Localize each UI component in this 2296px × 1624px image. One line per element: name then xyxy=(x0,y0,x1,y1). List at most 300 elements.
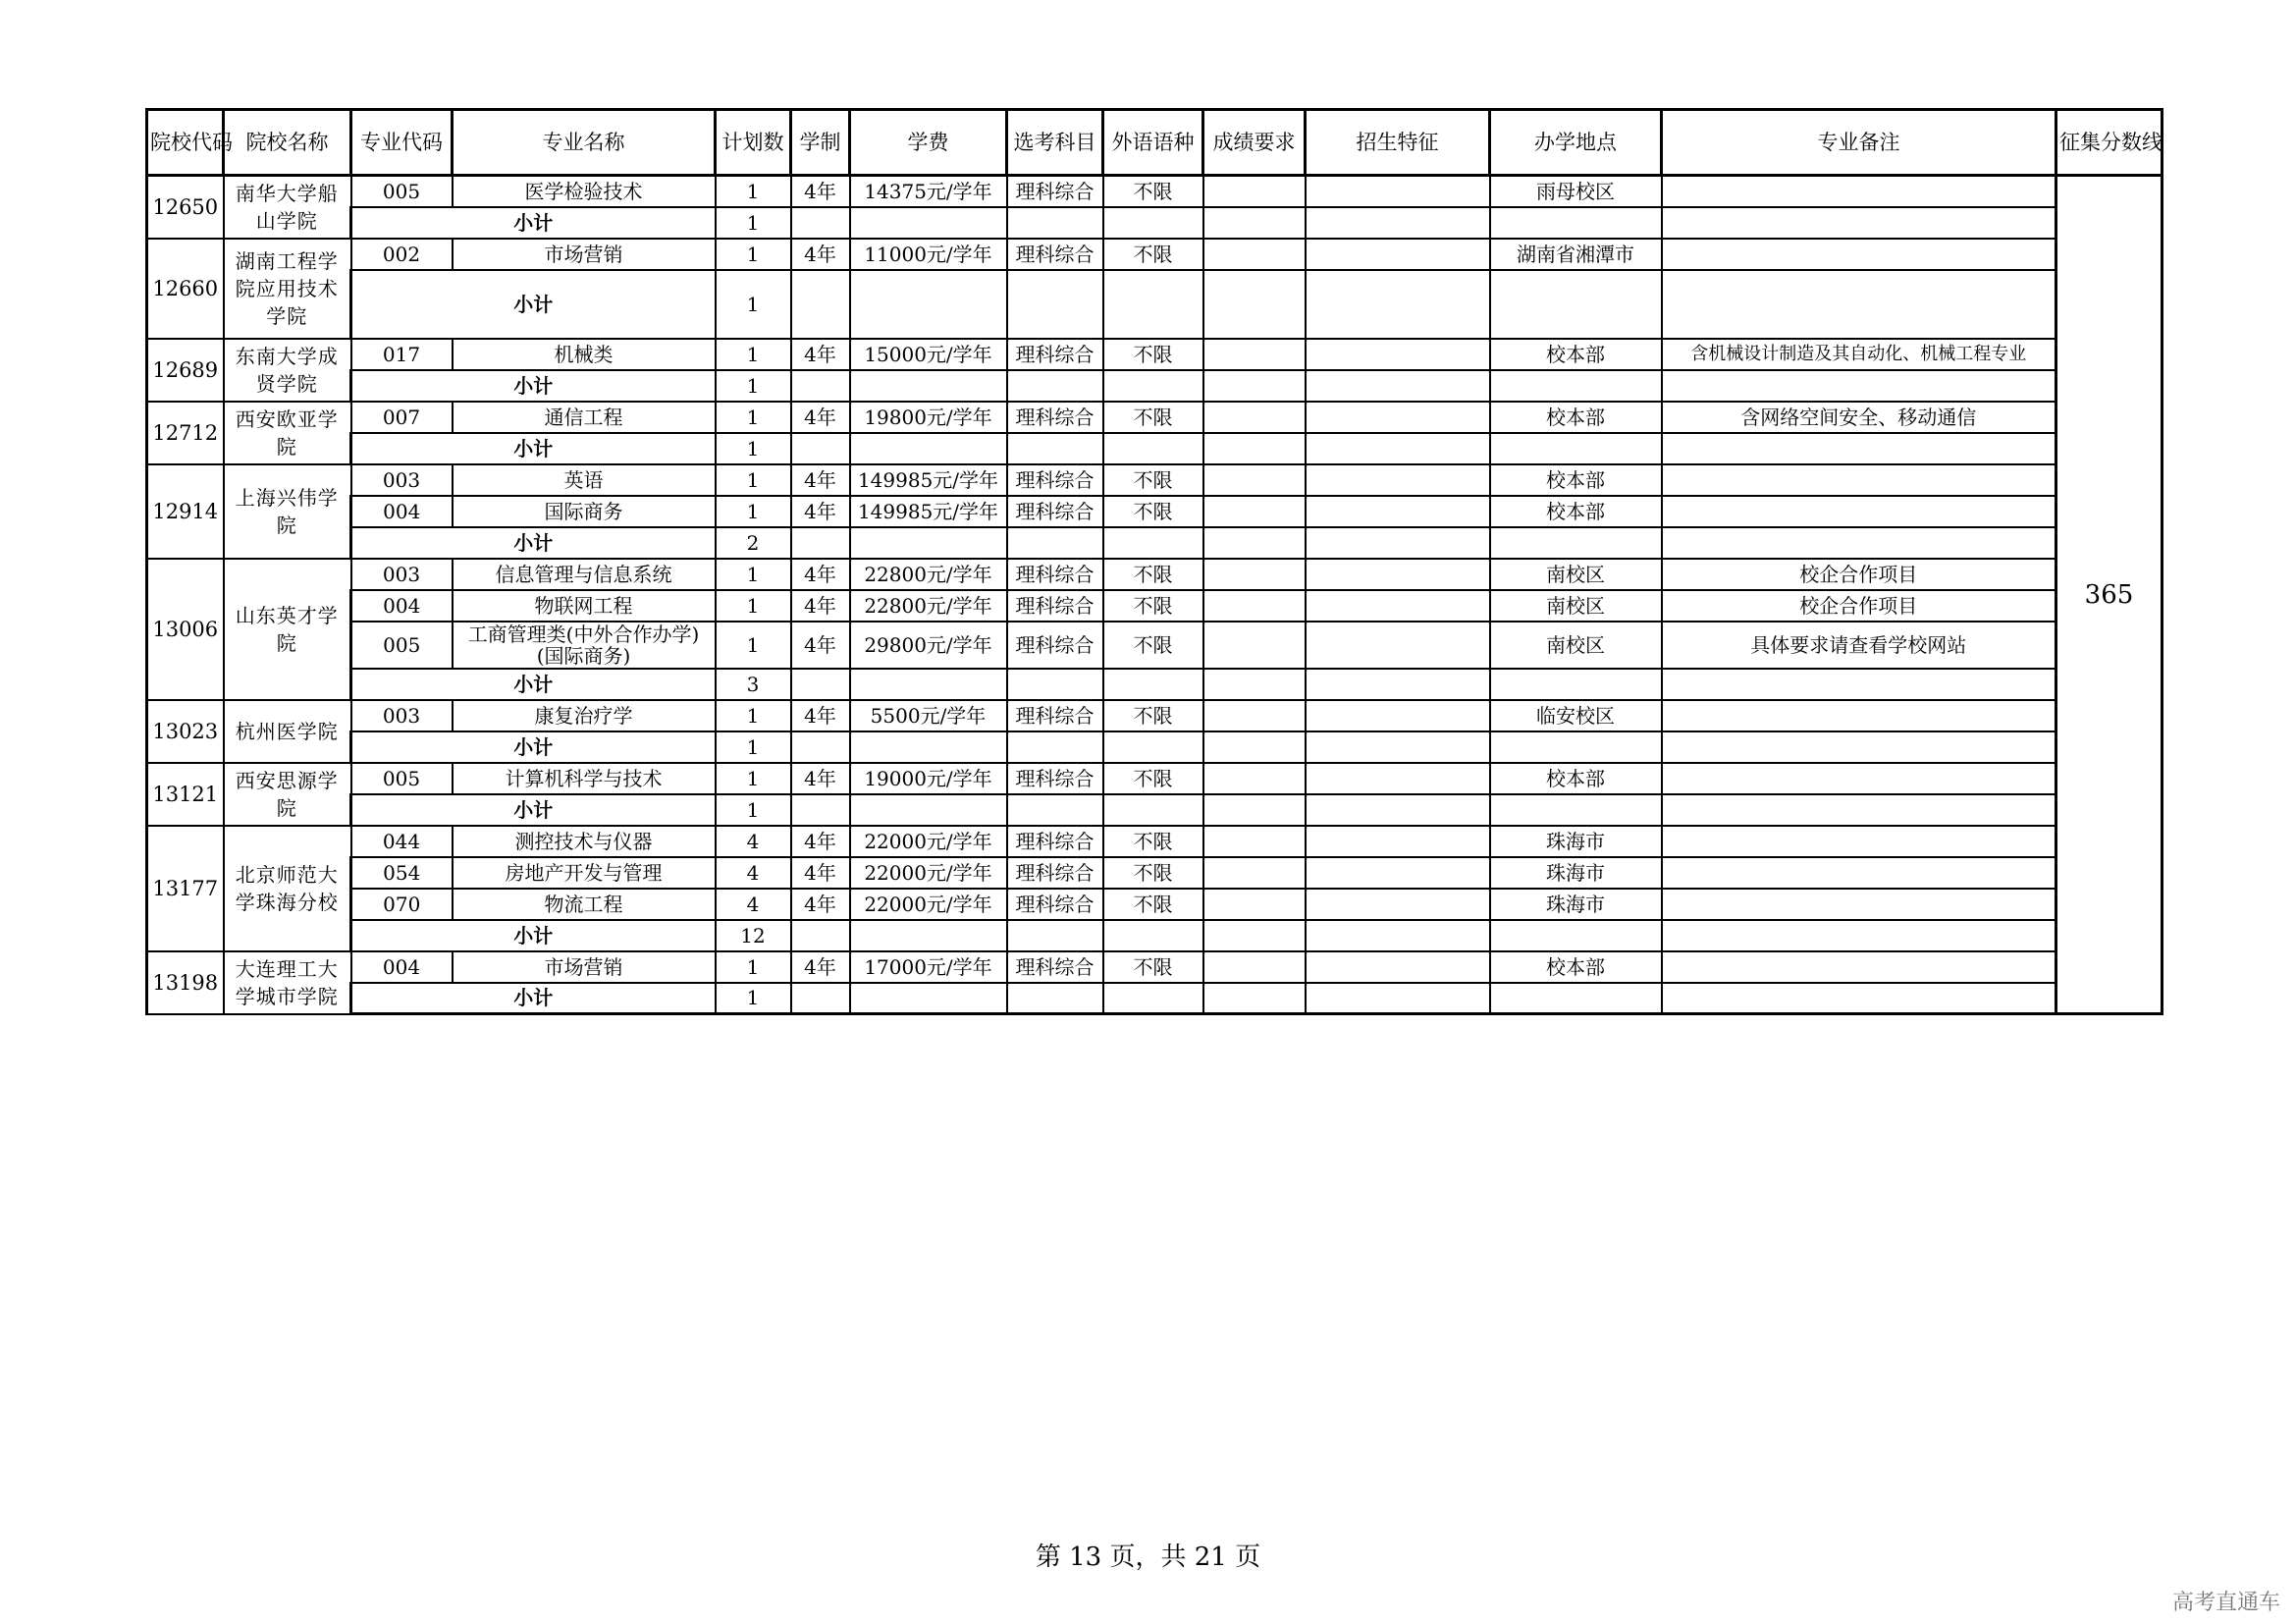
years-cell: 4年 xyxy=(791,622,850,669)
subject-cell: 理科综合 xyxy=(1007,402,1103,433)
school-code-cell: 13023 xyxy=(147,700,224,763)
subject-cell: 理科综合 xyxy=(1007,700,1103,731)
fee-cell: 5500元/学年 xyxy=(850,700,1007,731)
empty-cell xyxy=(850,527,1007,559)
major-name-cell: 物联网工程 xyxy=(453,590,716,622)
major-code-cell: 005 xyxy=(351,763,453,794)
empty-cell xyxy=(1203,669,1306,700)
plan-cell: 1 xyxy=(716,622,791,669)
plan-cell: 1 xyxy=(716,402,791,433)
empty-cell xyxy=(1662,370,2056,402)
feature-cell xyxy=(1306,700,1490,731)
plan-cell: 1 xyxy=(716,176,791,207)
empty-cell xyxy=(791,527,850,559)
years-cell: 4年 xyxy=(791,402,850,433)
score-requirement-cell xyxy=(1203,402,1306,433)
subject-cell: 理科综合 xyxy=(1007,763,1103,794)
subtotal-value: 1 xyxy=(716,794,791,826)
header-subject: 选考科目 xyxy=(1007,110,1103,176)
table-row xyxy=(147,339,2163,370)
table-row xyxy=(147,464,2163,496)
score-requirement-cell xyxy=(1203,951,1306,983)
major-name-cell: 测控技术与仪器 xyxy=(453,826,716,857)
major-name-cell: 机械类 xyxy=(453,339,716,370)
empty-cell xyxy=(1490,370,1662,402)
score-requirement-cell xyxy=(1203,700,1306,731)
location-cell: 珠海市 xyxy=(1490,857,1662,889)
fee-cell: 11000元/学年 xyxy=(850,239,1007,270)
years-cell: 4年 xyxy=(791,176,850,207)
feature-cell xyxy=(1306,622,1490,669)
years-cell: 4年 xyxy=(791,464,850,496)
major-code-cell: 002 xyxy=(351,239,453,270)
subtotal-label: 小计 xyxy=(351,433,716,464)
location-cell: 南校区 xyxy=(1490,559,1662,590)
empty-cell xyxy=(1662,433,2056,464)
empty-cell xyxy=(1662,207,2056,239)
header-row xyxy=(147,110,2163,176)
language-cell: 不限 xyxy=(1103,700,1203,731)
empty-cell xyxy=(1203,370,1306,402)
remark-cell xyxy=(1662,700,2056,731)
major-name-cell: 国际商务 xyxy=(453,496,716,527)
table-row xyxy=(147,857,2163,889)
school-name-cell: 上海兴伟学院 xyxy=(224,464,351,559)
table-row xyxy=(147,590,2163,622)
language-cell: 不限 xyxy=(1103,857,1203,889)
fee-cell: 22000元/学年 xyxy=(850,857,1007,889)
major-name-cell: 市场营销 xyxy=(453,951,716,983)
header-major-name: 专业名称 xyxy=(453,110,716,176)
empty-cell xyxy=(1203,794,1306,826)
fee-cell: 22800元/学年 xyxy=(850,590,1007,622)
feature-cell xyxy=(1306,464,1490,496)
location-cell: 校本部 xyxy=(1490,496,1662,527)
score-requirement-cell xyxy=(1203,559,1306,590)
header-remark: 专业备注 xyxy=(1662,110,2056,176)
header-cutoff: 征集分数线 xyxy=(2056,110,2163,176)
empty-cell xyxy=(791,920,850,951)
empty-cell xyxy=(1306,527,1490,559)
years-cell: 4年 xyxy=(791,590,850,622)
subtotal-row xyxy=(147,527,2163,559)
feature-cell xyxy=(1306,239,1490,270)
major-name-cell: 医学检验技术 xyxy=(453,176,716,207)
major-code-cell: 070 xyxy=(351,889,453,920)
subject-cell: 理科综合 xyxy=(1007,496,1103,527)
subtotal-label: 小计 xyxy=(351,669,716,700)
empty-cell xyxy=(1306,920,1490,951)
language-cell: 不限 xyxy=(1103,339,1203,370)
subtotal-row xyxy=(147,731,2163,763)
language-cell: 不限 xyxy=(1103,239,1203,270)
language-cell: 不限 xyxy=(1103,763,1203,794)
empty-cell xyxy=(1662,983,2056,1014)
empty-cell xyxy=(850,731,1007,763)
location-cell: 雨母校区 xyxy=(1490,176,1662,207)
empty-cell xyxy=(1103,433,1203,464)
school-code-cell: 13198 xyxy=(147,951,224,1014)
location-cell: 校本部 xyxy=(1490,339,1662,370)
major-name-cell: 康复治疗学 xyxy=(453,700,716,731)
empty-cell xyxy=(1103,669,1203,700)
school-name-cell: 杭州医学院 xyxy=(224,700,351,763)
table-row xyxy=(147,239,2163,270)
table-row xyxy=(147,951,2163,983)
language-cell: 不限 xyxy=(1103,826,1203,857)
feature-cell xyxy=(1306,590,1490,622)
remark-cell: 含机械设计制造及其自动化、机械工程专业 xyxy=(1662,339,2056,370)
empty-cell xyxy=(1306,207,1490,239)
empty-cell xyxy=(791,983,850,1014)
major-code-cell: 044 xyxy=(351,826,453,857)
major-name-cell: 市场营销 xyxy=(453,239,716,270)
empty-cell xyxy=(1490,527,1662,559)
language-cell: 不限 xyxy=(1103,176,1203,207)
language-cell: 不限 xyxy=(1103,559,1203,590)
school-name-cell: 西安思源学院 xyxy=(224,763,351,826)
subject-cell: 理科综合 xyxy=(1007,826,1103,857)
empty-cell xyxy=(1103,920,1203,951)
empty-cell xyxy=(1103,370,1203,402)
empty-cell xyxy=(1306,669,1490,700)
empty-cell xyxy=(791,207,850,239)
subtotal-value: 12 xyxy=(716,920,791,951)
subtotal-value: 1 xyxy=(716,983,791,1014)
feature-cell xyxy=(1306,496,1490,527)
enrollment-table xyxy=(145,108,2163,1015)
empty-cell xyxy=(791,370,850,402)
subtotal-row xyxy=(147,207,2163,239)
major-code-cell: 005 xyxy=(351,622,453,669)
school-code-cell: 12914 xyxy=(147,464,224,559)
location-cell: 珠海市 xyxy=(1490,826,1662,857)
subtotal-label: 小计 xyxy=(351,920,716,951)
language-cell: 不限 xyxy=(1103,464,1203,496)
plan-cell: 1 xyxy=(716,239,791,270)
header-score-requirement: 成绩要求 xyxy=(1203,110,1306,176)
location-cell: 校本部 xyxy=(1490,402,1662,433)
empty-cell xyxy=(1007,669,1103,700)
remark-cell: 校企合作项目 xyxy=(1662,590,2056,622)
major-code-cell: 003 xyxy=(351,700,453,731)
language-cell: 不限 xyxy=(1103,402,1203,433)
school-name-cell: 北京师范大学珠海分校 xyxy=(224,826,351,951)
fee-cell: 22800元/学年 xyxy=(850,559,1007,590)
major-name-cell: 计算机科学与技术 xyxy=(453,763,716,794)
subject-cell: 理科综合 xyxy=(1007,239,1103,270)
empty-cell xyxy=(1490,794,1662,826)
score-requirement-cell xyxy=(1203,889,1306,920)
remark-cell: 具体要求请查看学校网站 xyxy=(1662,622,2056,669)
fee-cell: 29800元/学年 xyxy=(850,622,1007,669)
empty-cell xyxy=(1306,370,1490,402)
school-code-cell: 12650 xyxy=(147,176,224,239)
empty-cell xyxy=(1007,983,1103,1014)
header-years: 学制 xyxy=(791,110,850,176)
empty-cell xyxy=(1490,920,1662,951)
empty-cell xyxy=(1007,920,1103,951)
remark-cell xyxy=(1662,464,2056,496)
subtotal-value: 2 xyxy=(716,527,791,559)
remark-cell: 含网络空间安全、移动通信 xyxy=(1662,402,2056,433)
subject-cell: 理科综合 xyxy=(1007,176,1103,207)
empty-cell xyxy=(1203,207,1306,239)
empty-cell xyxy=(1007,731,1103,763)
header-feature: 招生特征 xyxy=(1306,110,1490,176)
empty-cell xyxy=(1490,669,1662,700)
school-name-cell: 南华大学船山学院 xyxy=(224,176,351,239)
score-requirement-cell xyxy=(1203,496,1306,527)
empty-cell xyxy=(1103,527,1203,559)
empty-cell xyxy=(1662,920,2056,951)
major-code-cell: 017 xyxy=(351,339,453,370)
subtotal-value: 1 xyxy=(716,731,791,763)
subtotal-label: 小计 xyxy=(351,731,716,763)
years-cell: 4年 xyxy=(791,826,850,857)
feature-cell xyxy=(1306,339,1490,370)
years-cell: 4年 xyxy=(791,951,850,983)
subtotal-row xyxy=(147,983,2163,1014)
empty-cell xyxy=(1103,207,1203,239)
years-cell: 4年 xyxy=(791,559,850,590)
school-name-cell: 东南大学成贤学院 xyxy=(224,339,351,402)
remark-cell xyxy=(1662,951,2056,983)
empty-cell xyxy=(791,669,850,700)
empty-cell xyxy=(850,983,1007,1014)
feature-cell xyxy=(1306,889,1490,920)
empty-cell xyxy=(1490,433,1662,464)
empty-cell xyxy=(791,731,850,763)
empty-cell xyxy=(850,794,1007,826)
years-cell: 4年 xyxy=(791,889,850,920)
header-school-code: 院校代码 xyxy=(147,110,224,176)
plan-cell: 1 xyxy=(716,339,791,370)
subtotal-label: 小计 xyxy=(351,370,716,402)
empty-cell xyxy=(1662,731,2056,763)
remark-cell: 校企合作项目 xyxy=(1662,559,2056,590)
subject-cell: 理科综合 xyxy=(1007,951,1103,983)
years-cell: 4年 xyxy=(791,857,850,889)
empty-cell xyxy=(1306,731,1490,763)
remark-cell xyxy=(1662,496,2056,527)
plan-cell: 1 xyxy=(716,763,791,794)
empty-cell xyxy=(1007,370,1103,402)
header-location: 办学地点 xyxy=(1490,110,1662,176)
empty-cell xyxy=(1007,270,1103,339)
empty-cell xyxy=(1662,669,2056,700)
school-code-cell: 13121 xyxy=(147,763,224,826)
remark-cell xyxy=(1662,763,2056,794)
empty-cell xyxy=(1103,270,1203,339)
cutoff-score-cell: 365 xyxy=(2056,176,2163,1014)
major-name-cell: 工商管理类(中外合作办学)(国际商务) xyxy=(453,622,716,669)
subtotal-row xyxy=(147,669,2163,700)
header-fee: 学费 xyxy=(850,110,1007,176)
fee-cell: 15000元/学年 xyxy=(850,339,1007,370)
score-requirement-cell xyxy=(1203,857,1306,889)
major-code-cell: 003 xyxy=(351,464,453,496)
subtotal-row xyxy=(147,433,2163,464)
years-cell: 4年 xyxy=(791,339,850,370)
fee-cell: 19000元/学年 xyxy=(850,763,1007,794)
fee-cell: 14375元/学年 xyxy=(850,176,1007,207)
table-row xyxy=(147,496,2163,527)
score-requirement-cell xyxy=(1203,176,1306,207)
score-requirement-cell xyxy=(1203,339,1306,370)
major-code-cell: 004 xyxy=(351,496,453,527)
empty-cell xyxy=(1103,983,1203,1014)
subtotal-label: 小计 xyxy=(351,270,716,339)
feature-cell xyxy=(1306,176,1490,207)
subtotal-label: 小计 xyxy=(351,207,716,239)
subtotal-row xyxy=(147,370,2163,402)
plan-cell: 1 xyxy=(716,590,791,622)
school-code-cell: 12689 xyxy=(147,339,224,402)
empty-cell xyxy=(850,669,1007,700)
location-cell: 校本部 xyxy=(1490,763,1662,794)
score-requirement-cell xyxy=(1203,239,1306,270)
major-code-cell: 054 xyxy=(351,857,453,889)
empty-cell xyxy=(1203,270,1306,339)
school-name-cell: 大连理工大学城市学院 xyxy=(224,951,351,1014)
score-requirement-cell xyxy=(1203,622,1306,669)
plan-cell: 4 xyxy=(716,826,791,857)
feature-cell xyxy=(1306,763,1490,794)
header-language: 外语语种 xyxy=(1103,110,1203,176)
school-code-cell: 13177 xyxy=(147,826,224,951)
feature-cell xyxy=(1306,857,1490,889)
subtotal-label: 小计 xyxy=(351,794,716,826)
plan-cell: 1 xyxy=(716,559,791,590)
subtotal-label: 小计 xyxy=(351,983,716,1014)
empty-cell xyxy=(850,270,1007,339)
subtotal-value: 1 xyxy=(716,370,791,402)
empty-cell xyxy=(850,370,1007,402)
plan-cell: 1 xyxy=(716,700,791,731)
subject-cell: 理科综合 xyxy=(1007,339,1103,370)
empty-cell xyxy=(1306,983,1490,1014)
subject-cell: 理科综合 xyxy=(1007,590,1103,622)
subtotal-row xyxy=(147,794,2163,826)
location-cell: 湖南省湘潭市 xyxy=(1490,239,1662,270)
major-code-cell: 004 xyxy=(351,951,453,983)
major-name-cell: 物流工程 xyxy=(453,889,716,920)
language-cell: 不限 xyxy=(1103,951,1203,983)
remark-cell xyxy=(1662,239,2056,270)
remark-cell xyxy=(1662,889,2056,920)
empty-cell xyxy=(1490,983,1662,1014)
subtotal-value: 1 xyxy=(716,207,791,239)
remark-cell xyxy=(1662,826,2056,857)
location-cell: 南校区 xyxy=(1490,622,1662,669)
plan-cell: 1 xyxy=(716,496,791,527)
remark-cell xyxy=(1662,176,2056,207)
location-cell: 珠海市 xyxy=(1490,889,1662,920)
score-requirement-cell xyxy=(1203,826,1306,857)
major-code-cell: 004 xyxy=(351,590,453,622)
empty-cell xyxy=(791,794,850,826)
subtotal-value: 3 xyxy=(716,669,791,700)
plan-cell: 4 xyxy=(716,857,791,889)
years-cell: 4年 xyxy=(791,763,850,794)
empty-cell xyxy=(791,433,850,464)
subtotal-row xyxy=(147,920,2163,951)
plan-cell: 1 xyxy=(716,951,791,983)
fee-cell: 149985元/学年 xyxy=(850,464,1007,496)
school-name-cell: 西安欧亚学院 xyxy=(224,402,351,464)
empty-cell xyxy=(1662,270,2056,339)
empty-cell xyxy=(1306,794,1490,826)
empty-cell xyxy=(850,920,1007,951)
table-row xyxy=(147,889,2163,920)
empty-cell xyxy=(791,270,850,339)
fee-cell: 22000元/学年 xyxy=(850,889,1007,920)
empty-cell xyxy=(1203,983,1306,1014)
score-requirement-cell xyxy=(1203,763,1306,794)
watermark: 高考直通车 xyxy=(2171,1591,2280,1615)
location-cell: 校本部 xyxy=(1490,464,1662,496)
empty-cell xyxy=(1203,527,1306,559)
empty-cell xyxy=(850,433,1007,464)
empty-cell xyxy=(1007,527,1103,559)
empty-cell xyxy=(850,207,1007,239)
table-row xyxy=(147,559,2163,590)
empty-cell xyxy=(1203,920,1306,951)
subject-cell: 理科综合 xyxy=(1007,622,1103,669)
empty-cell xyxy=(1203,433,1306,464)
empty-cell xyxy=(1306,433,1490,464)
subject-cell: 理科综合 xyxy=(1007,559,1103,590)
years-cell: 4年 xyxy=(791,700,850,731)
subject-cell: 理科综合 xyxy=(1007,464,1103,496)
table-row xyxy=(147,176,2163,207)
language-cell: 不限 xyxy=(1103,889,1203,920)
feature-cell xyxy=(1306,951,1490,983)
empty-cell xyxy=(1103,794,1203,826)
years-cell: 4年 xyxy=(791,239,850,270)
table-row xyxy=(147,402,2163,433)
empty-cell xyxy=(1662,527,2056,559)
score-requirement-cell xyxy=(1203,590,1306,622)
major-name-cell: 房地产开发与管理 xyxy=(453,857,716,889)
table-row xyxy=(147,700,2163,731)
fee-cell: 22000元/学年 xyxy=(850,826,1007,857)
feature-cell xyxy=(1306,402,1490,433)
school-name-cell: 湖南工程学院应用技术学院 xyxy=(224,239,351,339)
school-code-cell: 12712 xyxy=(147,402,224,464)
years-cell: 4年 xyxy=(791,496,850,527)
fee-cell: 17000元/学年 xyxy=(850,951,1007,983)
header-plan: 计划数 xyxy=(716,110,791,176)
subject-cell: 理科综合 xyxy=(1007,889,1103,920)
major-code-cell: 003 xyxy=(351,559,453,590)
language-cell: 不限 xyxy=(1103,622,1203,669)
major-name-cell: 英语 xyxy=(453,464,716,496)
table-row xyxy=(147,826,2163,857)
table-row xyxy=(147,622,2163,669)
empty-cell xyxy=(1007,207,1103,239)
school-code-cell: 12660 xyxy=(147,239,224,339)
table-row xyxy=(147,763,2163,794)
subtotal-value: 1 xyxy=(716,433,791,464)
fee-cell: 149985元/学年 xyxy=(850,496,1007,527)
remark-cell xyxy=(1662,857,2056,889)
table-body xyxy=(147,176,2163,1014)
plan-cell: 1 xyxy=(716,464,791,496)
language-cell: 不限 xyxy=(1103,590,1203,622)
empty-cell xyxy=(1007,794,1103,826)
